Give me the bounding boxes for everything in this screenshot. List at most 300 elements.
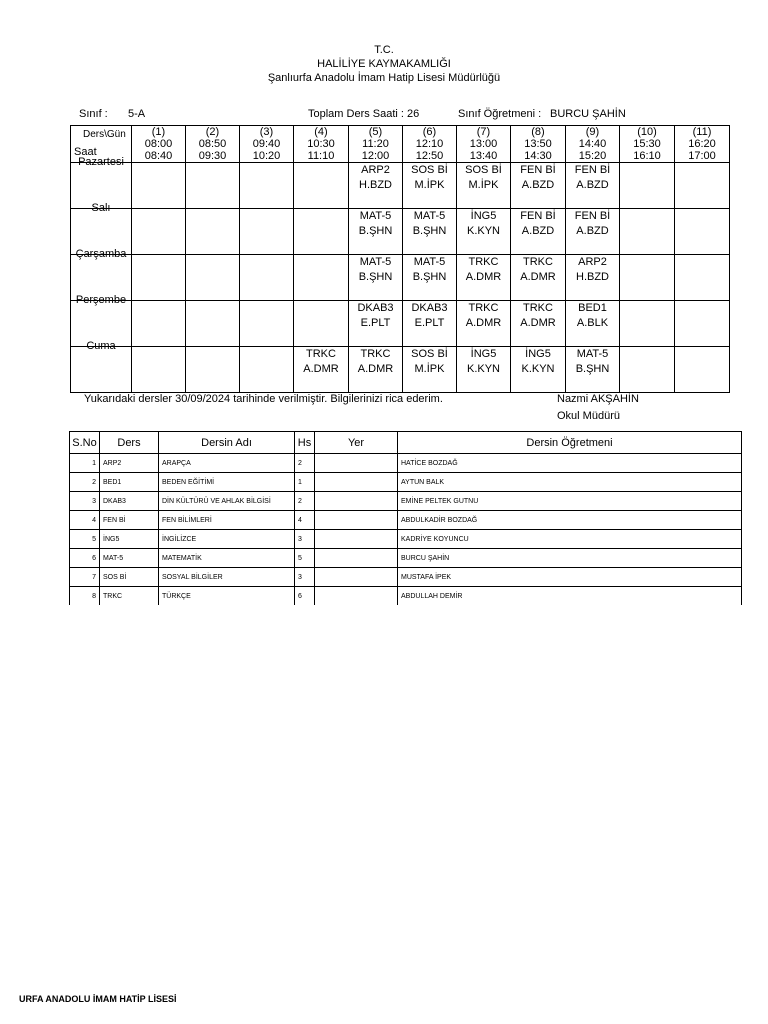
period-num: (3) bbox=[259, 126, 274, 138]
row-hours: 4 bbox=[295, 511, 315, 530]
period-num: (10) bbox=[637, 126, 657, 138]
lesson-teacher bbox=[186, 270, 239, 285]
lesson-teacher bbox=[132, 316, 185, 331]
period-end: 11:10 bbox=[307, 150, 335, 162]
lesson-teacher bbox=[132, 362, 185, 377]
row-teacher: AYTUN BALK bbox=[398, 473, 742, 492]
lesson-code bbox=[132, 347, 185, 362]
row-place bbox=[315, 454, 398, 473]
lesson-code: İNG5 bbox=[525, 348, 551, 360]
lesson-teacher bbox=[675, 362, 729, 377]
lesson-cell bbox=[457, 255, 511, 301]
period-header bbox=[403, 126, 457, 163]
lesson-teacher bbox=[620, 316, 674, 331]
row-place bbox=[315, 473, 398, 492]
lesson-cell bbox=[457, 163, 511, 209]
row-teacher: ABDULKADİR BOZDAĞ bbox=[398, 511, 742, 530]
lesson-code bbox=[294, 209, 348, 224]
period-start: 16:20 bbox=[688, 138, 716, 150]
lesson-teacher bbox=[294, 178, 348, 193]
period-num: (11) bbox=[692, 126, 712, 138]
period-start: 08:50 bbox=[198, 138, 227, 150]
lesson-teacher: A.DMR bbox=[303, 363, 339, 375]
row-place bbox=[315, 530, 398, 549]
lesson-cell bbox=[186, 347, 240, 393]
lesson-code: BED1 bbox=[578, 302, 607, 314]
lesson-teacher bbox=[186, 178, 239, 193]
row-course-name: SOSYAL BİLGİLER bbox=[159, 568, 295, 587]
lesson-cell bbox=[566, 347, 620, 393]
lesson-code: DKAB3 bbox=[357, 302, 394, 314]
lesson-cell bbox=[457, 301, 511, 347]
lesson-cell bbox=[349, 255, 403, 301]
lesson-cell bbox=[132, 163, 186, 209]
period-start: 13:50 bbox=[524, 138, 552, 150]
lesson-code bbox=[240, 255, 293, 270]
lesson-code: SOS Bİ bbox=[411, 164, 448, 176]
row-sno: 7 bbox=[70, 568, 100, 587]
row-teacher: EMİNE PELTEK GUTNU bbox=[398, 492, 742, 511]
period-start: 10:30 bbox=[307, 138, 335, 150]
lesson-code: TRKC bbox=[468, 256, 499, 268]
day-name: Cuma bbox=[86, 340, 116, 352]
row-hours: 1 bbox=[295, 473, 315, 492]
lesson-code bbox=[186, 255, 239, 270]
lesson-cell bbox=[186, 209, 240, 255]
lesson-cell bbox=[403, 347, 457, 393]
row-teacher: MUSTAFA İPEK bbox=[398, 568, 742, 587]
school-footer: URFA ANADOLU İMAM HATİP LİSESİ bbox=[19, 994, 177, 1004]
lesson-teacher bbox=[294, 270, 348, 285]
row-hours: 2 bbox=[295, 492, 315, 511]
lesson-cell bbox=[675, 163, 730, 209]
period-header bbox=[620, 126, 675, 163]
table-row bbox=[70, 549, 742, 568]
row-sno: 4 bbox=[70, 511, 100, 530]
lesson-code bbox=[294, 301, 348, 316]
lesson-teacher: A.BLK bbox=[576, 317, 609, 329]
lesson-teacher: E.PLT bbox=[360, 317, 391, 329]
lesson-code: TRKC bbox=[523, 302, 553, 314]
period-end: 16:10 bbox=[633, 150, 661, 162]
lesson-teacher: K.KYN bbox=[521, 363, 555, 375]
period-start: 12:10 bbox=[415, 138, 444, 150]
lesson-teacher: K.KYN bbox=[466, 363, 500, 375]
period-num: (6) bbox=[422, 126, 437, 138]
lesson-teacher: H.BZD bbox=[359, 179, 392, 191]
header-tc: T.C. bbox=[374, 44, 394, 56]
row-code: TRKC bbox=[100, 587, 159, 606]
lesson-teacher bbox=[620, 362, 674, 377]
day-row bbox=[71, 163, 730, 209]
lesson-cell bbox=[132, 347, 186, 393]
row-sno: 6 bbox=[70, 549, 100, 568]
period-num: (5) bbox=[368, 126, 383, 138]
lesson-code: FEN Bİ bbox=[520, 164, 556, 176]
lesson-teacher bbox=[132, 178, 185, 193]
lesson-code bbox=[620, 209, 674, 224]
day-name: Çarşamba bbox=[75, 248, 127, 260]
period-start: 11:20 bbox=[362, 138, 389, 150]
row-place bbox=[315, 549, 398, 568]
lesson-cell bbox=[349, 301, 403, 347]
lesson-teacher bbox=[186, 224, 239, 239]
row-course-name: MATEMATİK bbox=[159, 549, 295, 568]
period-num: (9) bbox=[585, 126, 600, 138]
lesson-teacher: K.KYN bbox=[466, 225, 500, 237]
lesson-code bbox=[675, 347, 729, 362]
lesson-cell bbox=[240, 301, 294, 347]
row-code: İNG5 bbox=[100, 530, 159, 549]
lesson-cell bbox=[403, 301, 457, 347]
lesson-code bbox=[675, 163, 729, 178]
course-list-header bbox=[70, 432, 742, 454]
row-course-name: FEN BİLİMLERİ bbox=[159, 511, 295, 530]
lesson-teacher bbox=[132, 224, 185, 239]
lesson-code: TRKC bbox=[523, 256, 553, 268]
row-hours: 2 bbox=[295, 454, 315, 473]
table-row bbox=[70, 492, 742, 511]
lesson-cell bbox=[294, 347, 349, 393]
period-header bbox=[566, 126, 620, 163]
ders-gun-label: Ders\Gün bbox=[83, 129, 126, 140]
lesson-code bbox=[620, 301, 674, 316]
lesson-teacher bbox=[294, 224, 348, 239]
lesson-teacher bbox=[675, 316, 729, 331]
lesson-teacher bbox=[132, 270, 185, 285]
lesson-code: MAT-5 bbox=[413, 210, 446, 222]
col-header-yer: Yer bbox=[315, 432, 398, 454]
row-place bbox=[315, 587, 398, 606]
period-num: (7) bbox=[476, 126, 491, 138]
lesson-teacher bbox=[620, 224, 674, 239]
lesson-cell bbox=[620, 301, 675, 347]
period-num: (4) bbox=[314, 126, 328, 138]
period-start: 14:40 bbox=[578, 138, 607, 150]
lesson-code: TRKC bbox=[306, 348, 336, 360]
lesson-cell bbox=[349, 209, 403, 255]
lesson-code: MAT-5 bbox=[359, 256, 392, 268]
row-teacher: ABDULLAH DEMİR bbox=[398, 587, 742, 606]
sinif-value: 5-A bbox=[128, 108, 146, 120]
row-place bbox=[315, 511, 398, 530]
lesson-teacher: A.DMR bbox=[465, 317, 502, 329]
lesson-cell bbox=[240, 209, 294, 255]
col-header-ogretmen: Dersin Öğretmeni bbox=[398, 432, 742, 454]
row-code: DKAB3 bbox=[100, 492, 159, 511]
lesson-cell bbox=[240, 347, 294, 393]
row-sno: 8 bbox=[70, 587, 100, 606]
lesson-cell bbox=[349, 347, 403, 393]
lesson-cell bbox=[675, 209, 730, 255]
day-name: Salı bbox=[91, 202, 111, 214]
lesson-teacher: A.DMR bbox=[465, 271, 502, 283]
table-row bbox=[70, 587, 742, 606]
period-end: 14:30 bbox=[524, 150, 552, 162]
period-header bbox=[240, 126, 294, 163]
lesson-code: TRKC bbox=[360, 348, 391, 360]
lesson-cell bbox=[511, 163, 566, 209]
row-course-name: TÜRKÇE bbox=[159, 587, 295, 606]
lesson-code bbox=[132, 255, 185, 270]
lesson-teacher: A.DMR bbox=[520, 317, 556, 329]
signature-name: Nazmi AKŞAHİN bbox=[557, 393, 639, 405]
lesson-code: MAT-5 bbox=[359, 210, 392, 222]
footer-note: Yukarıdaki dersler 30/09/2024 tarihinde verilmiştir. Bilgilerinizi rica ederim. bbox=[84, 393, 443, 405]
lesson-cell bbox=[566, 301, 620, 347]
lesson-cell bbox=[403, 209, 457, 255]
period-end: 09:30 bbox=[198, 150, 227, 162]
lesson-teacher: A.BZD bbox=[576, 225, 609, 237]
day-row bbox=[71, 301, 730, 347]
lesson-teacher bbox=[240, 270, 293, 285]
lesson-teacher: B.ŞHN bbox=[412, 271, 447, 283]
lesson-code bbox=[240, 301, 293, 316]
row-code: SOS Bİ bbox=[100, 568, 159, 587]
lesson-code bbox=[675, 301, 729, 316]
lesson-cell bbox=[675, 255, 730, 301]
lesson-teacher: A.DMR bbox=[520, 271, 556, 283]
period-header bbox=[349, 126, 403, 163]
lesson-code bbox=[240, 347, 293, 362]
period-start: 15:30 bbox=[633, 138, 661, 150]
lesson-cell bbox=[186, 163, 240, 209]
row-code: FEN Bİ bbox=[100, 511, 159, 530]
timetable bbox=[70, 125, 730, 393]
header-mudurluk: Şanlıurfa Anadolu İmam Hatip Lisesi Müdürlüğü bbox=[267, 72, 501, 84]
lesson-code bbox=[240, 209, 293, 224]
period-num: (1) bbox=[151, 126, 166, 138]
lesson-cell bbox=[511, 301, 566, 347]
table-row bbox=[70, 473, 742, 492]
row-course-name: ARAPÇA bbox=[159, 454, 295, 473]
row-hours: 3 bbox=[295, 568, 315, 587]
lesson-code bbox=[132, 301, 185, 316]
lesson-cell bbox=[349, 163, 403, 209]
sinif-ogretmeni-label: Sınıf Öğretmeni : bbox=[458, 108, 542, 120]
lesson-cell bbox=[620, 347, 675, 393]
lesson-teacher bbox=[620, 178, 674, 193]
lesson-code bbox=[620, 347, 674, 362]
timetable-header-row bbox=[71, 126, 730, 163]
row-hours: 6 bbox=[295, 587, 315, 606]
lesson-cell bbox=[403, 163, 457, 209]
col-header-ders: Ders bbox=[100, 432, 159, 454]
lesson-code: İNG5 bbox=[470, 348, 497, 360]
period-end: 12:00 bbox=[361, 150, 390, 162]
day-label-cell bbox=[71, 340, 132, 393]
lesson-code bbox=[294, 163, 348, 178]
row-code: BED1 bbox=[100, 473, 159, 492]
period-start: 08:00 bbox=[144, 138, 173, 150]
lesson-cell bbox=[620, 209, 675, 255]
lesson-code bbox=[675, 255, 729, 270]
row-teacher: BURCU ŞAHİN bbox=[398, 549, 742, 568]
lesson-cell bbox=[675, 347, 730, 393]
lesson-code: FEN Bİ bbox=[520, 210, 556, 222]
lesson-code bbox=[620, 255, 674, 270]
lesson-teacher bbox=[675, 178, 729, 193]
lesson-code bbox=[186, 209, 239, 224]
lesson-cell bbox=[457, 347, 511, 393]
lesson-cell bbox=[403, 255, 457, 301]
lesson-cell bbox=[675, 301, 730, 347]
period-end: 10:20 bbox=[252, 150, 281, 162]
lesson-teacher bbox=[186, 316, 239, 331]
lesson-teacher: B.ŞHN bbox=[358, 271, 393, 283]
lesson-code bbox=[186, 347, 239, 362]
period-end: 15:20 bbox=[578, 150, 607, 162]
lesson-code: DKAB3 bbox=[411, 302, 448, 314]
lesson-teacher bbox=[294, 316, 348, 331]
header-kaymakamlik: HALİLİYE KAYMAKAMLIĞI bbox=[317, 58, 451, 70]
saat-label: Saat bbox=[74, 146, 97, 158]
period-header bbox=[675, 126, 730, 163]
lesson-cell bbox=[132, 255, 186, 301]
lesson-teacher bbox=[186, 362, 239, 377]
lesson-teacher bbox=[620, 270, 674, 285]
lesson-cell bbox=[566, 163, 620, 209]
period-header bbox=[186, 126, 240, 163]
lesson-code: SOS Bİ bbox=[411, 348, 448, 360]
day-name: Pazartesi bbox=[78, 156, 124, 168]
row-code: ARP2 bbox=[100, 454, 159, 473]
period-header bbox=[511, 126, 566, 163]
lesson-cell bbox=[511, 347, 566, 393]
lesson-cell bbox=[186, 255, 240, 301]
row-course-name: BEDEN EĞİTİMİ bbox=[159, 473, 295, 492]
sinif-ogretmeni-value: BURCU ŞAHİN bbox=[550, 108, 626, 120]
lesson-cell bbox=[240, 163, 294, 209]
row-hours: 3 bbox=[295, 530, 315, 549]
row-course-name: İNGİLİZCE bbox=[159, 530, 295, 549]
lesson-code: MAT-5 bbox=[413, 256, 446, 268]
table-row bbox=[70, 568, 742, 587]
period-num: (2) bbox=[205, 126, 220, 138]
lesson-teacher: M.İPK bbox=[468, 179, 499, 191]
lesson-cell bbox=[294, 209, 349, 255]
lesson-code bbox=[620, 163, 674, 178]
table-row bbox=[70, 511, 742, 530]
lesson-cell bbox=[511, 255, 566, 301]
col-header-sno: S.No bbox=[70, 432, 100, 454]
lesson-teacher bbox=[675, 270, 729, 285]
lesson-cell bbox=[294, 301, 349, 347]
lesson-teacher: B.ŞHN bbox=[412, 225, 447, 237]
col-header-hs: Hs bbox=[295, 432, 315, 454]
lesson-code: TRKC bbox=[468, 302, 499, 314]
period-header bbox=[132, 126, 186, 163]
lesson-cell bbox=[457, 209, 511, 255]
lesson-code bbox=[132, 163, 185, 178]
lesson-teacher: B.ŞHN bbox=[358, 225, 393, 237]
lesson-teacher bbox=[675, 224, 729, 239]
lesson-cell bbox=[294, 163, 349, 209]
toplam-ders-label: Toplam Ders Saati : bbox=[308, 108, 404, 120]
row-hours: 5 bbox=[295, 549, 315, 568]
period-start: 13:00 bbox=[469, 138, 498, 150]
sinif-label: Sınıf : bbox=[79, 108, 108, 120]
lesson-cell bbox=[566, 255, 620, 301]
lesson-cell bbox=[186, 301, 240, 347]
day-row bbox=[71, 347, 730, 393]
lesson-code: FEN Bİ bbox=[574, 164, 611, 176]
row-sno: 3 bbox=[70, 492, 100, 511]
lesson-teacher: M.İPK bbox=[414, 363, 445, 375]
day-row bbox=[71, 209, 730, 255]
lesson-code bbox=[675, 209, 729, 224]
row-place bbox=[315, 568, 398, 587]
lesson-code: ARP2 bbox=[361, 164, 390, 176]
lesson-teacher: A.BZD bbox=[576, 179, 609, 191]
lesson-teacher: M.İPK bbox=[414, 179, 445, 191]
lesson-cell bbox=[132, 301, 186, 347]
lesson-code bbox=[186, 163, 239, 178]
period-header bbox=[457, 126, 511, 163]
lesson-cell bbox=[132, 209, 186, 255]
lesson-code bbox=[186, 301, 239, 316]
lesson-teacher: A.DMR bbox=[357, 363, 394, 375]
row-teacher: KADRİYE KOYUNCU bbox=[398, 530, 742, 549]
lesson-code bbox=[132, 209, 185, 224]
period-header bbox=[294, 126, 349, 163]
row-sno: 1 bbox=[70, 454, 100, 473]
table-row bbox=[70, 530, 742, 549]
course-list bbox=[69, 431, 742, 605]
lesson-code bbox=[294, 255, 348, 270]
lesson-teacher bbox=[240, 362, 293, 377]
signature-title: Okul Müdürü bbox=[557, 410, 620, 422]
col-header-dersin-adi: Dersin Adı bbox=[159, 432, 295, 454]
row-place bbox=[315, 492, 398, 511]
day-row bbox=[71, 255, 730, 301]
lesson-cell bbox=[620, 163, 675, 209]
table-row bbox=[70, 454, 742, 473]
lesson-code: SOS Bİ bbox=[465, 164, 502, 176]
lesson-code bbox=[240, 163, 293, 178]
lesson-teacher: E.PLT bbox=[414, 317, 445, 329]
period-end: 17:00 bbox=[688, 150, 716, 162]
lesson-teacher: B.ŞHN bbox=[575, 363, 610, 375]
lesson-cell bbox=[294, 255, 349, 301]
period-end: 08:40 bbox=[144, 150, 173, 162]
lesson-cell bbox=[511, 209, 566, 255]
row-course-name: DİN KÜLTÜRÜ VE AHLAK BİLGİSİ bbox=[159, 492, 295, 511]
period-num: (8) bbox=[531, 126, 545, 138]
period-start: 09:40 bbox=[252, 138, 281, 150]
lesson-code: İNG5 bbox=[470, 210, 497, 222]
lesson-cell bbox=[240, 255, 294, 301]
row-teacher: HATİCE BOZDAĞ bbox=[398, 454, 742, 473]
period-end: 12:50 bbox=[415, 150, 444, 162]
lesson-cell bbox=[620, 255, 675, 301]
day-name: Perşembe bbox=[75, 294, 127, 306]
lesson-code: MAT-5 bbox=[576, 348, 609, 360]
lesson-teacher bbox=[240, 178, 293, 193]
period-end: 13:40 bbox=[469, 150, 498, 162]
row-sno: 5 bbox=[70, 530, 100, 549]
lesson-teacher bbox=[240, 224, 293, 239]
lesson-code: ARP2 bbox=[578, 256, 607, 268]
lesson-teacher: H.BZD bbox=[576, 271, 609, 283]
lesson-teacher: A.BZD bbox=[521, 179, 555, 191]
lesson-cell bbox=[566, 209, 620, 255]
row-code: MAT-5 bbox=[100, 549, 159, 568]
row-sno: 2 bbox=[70, 473, 100, 492]
lesson-code: FEN Bİ bbox=[574, 210, 611, 222]
toplam-ders-value: 26 bbox=[407, 108, 420, 120]
lesson-teacher: A.BZD bbox=[521, 225, 555, 237]
